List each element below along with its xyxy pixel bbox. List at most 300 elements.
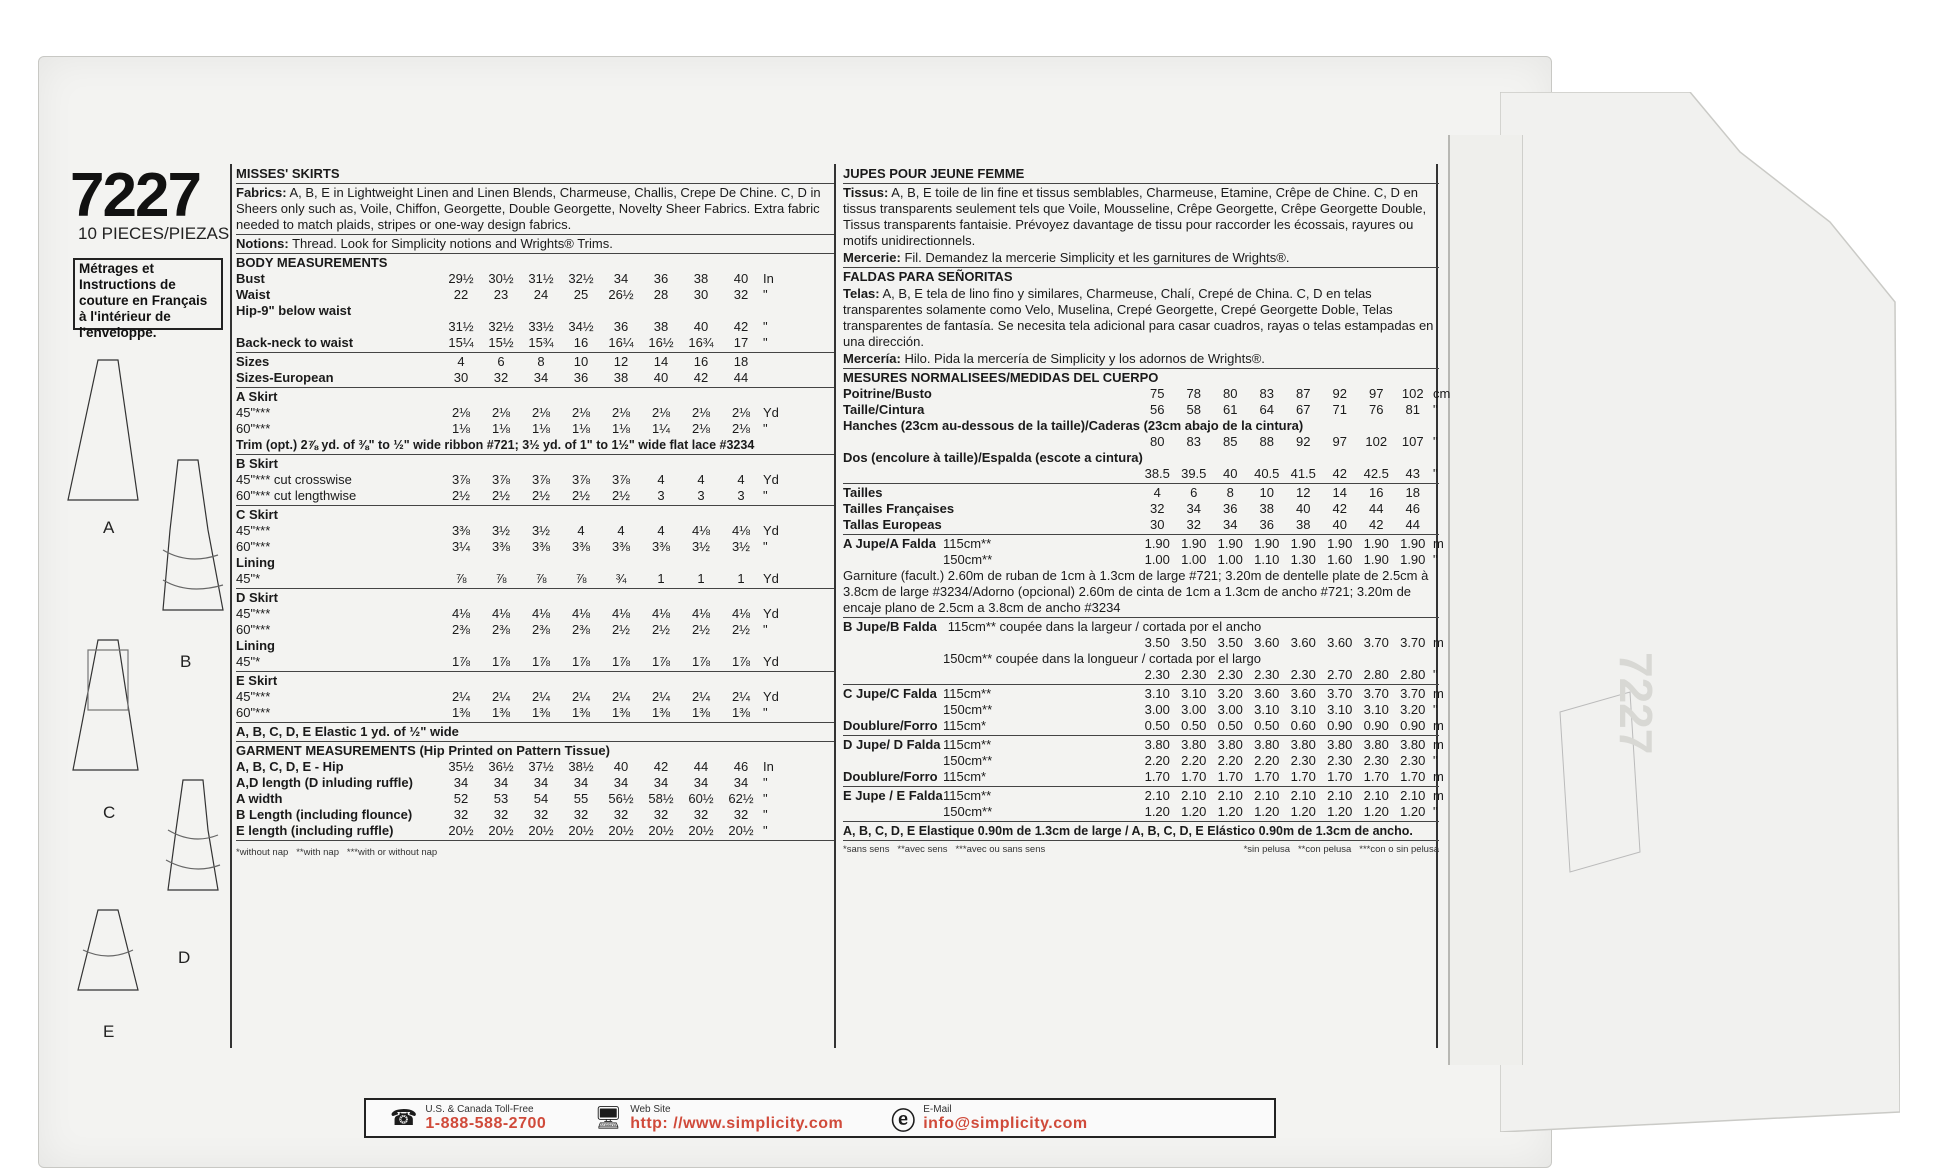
row-value: 83 bbox=[1186, 434, 1201, 449]
row-unit: " bbox=[1433, 667, 1438, 682]
row-value: 0.50 bbox=[1217, 718, 1243, 733]
row-value: 3.00 bbox=[1217, 702, 1243, 717]
view-d-sketch bbox=[168, 780, 218, 890]
row-value: 3.80 bbox=[1363, 737, 1389, 752]
row-value: 10 bbox=[573, 354, 589, 369]
row-value: 3.80 bbox=[1217, 737, 1243, 752]
row-value: 2.30 bbox=[1254, 667, 1280, 682]
row-value: 1 bbox=[737, 571, 745, 586]
garment-hip-row bbox=[236, 759, 834, 775]
row-value: 2½ bbox=[531, 488, 551, 503]
row-value: 32 bbox=[493, 807, 509, 822]
row-label: 45"*** cut crosswise bbox=[236, 472, 352, 487]
row-value: 2¼ bbox=[731, 689, 751, 704]
row-value: 1.20 bbox=[1144, 804, 1170, 819]
telas-text: Telas: A, B, E tela de lino fino y similares, Charmeuse, Chalí, Crepé de China. C, D en telas transparentes solamente como Velo, Muselina, Crepé Georgette, Crepé Georgette Doble, Telas transparentes de fantasía. Se necesita tela adicional para casar cuadros, rayas o telas estampadas en una dirección. bbox=[843, 286, 1434, 349]
row-value: 97 bbox=[1369, 386, 1384, 401]
row-value: 3.70 bbox=[1327, 686, 1353, 701]
row-value: 61 bbox=[1223, 402, 1238, 417]
hanches-label: Hanches (23cm au-dessous de la taille)/Caderas (23cm abajo de la cintura) bbox=[843, 418, 1304, 433]
row-value: 24 bbox=[533, 287, 549, 302]
row-value: 32 bbox=[613, 807, 629, 822]
row-unit: m bbox=[1433, 686, 1444, 701]
row-value: 44 bbox=[1369, 501, 1384, 516]
e-skirt-45-row bbox=[236, 689, 834, 705]
row-unit: " bbox=[763, 539, 768, 554]
row-value: 3.10 bbox=[1181, 686, 1207, 701]
row-value: 1⅞ bbox=[691, 654, 711, 669]
row-value: 2.30 bbox=[1290, 667, 1316, 682]
row-value: 76 bbox=[1369, 402, 1384, 417]
row-value: 3.60 bbox=[1327, 635, 1353, 650]
row-value: 41.5 bbox=[1290, 466, 1316, 481]
row-value: 16 bbox=[573, 335, 589, 350]
row-value: 2¼ bbox=[451, 689, 471, 704]
row-value: 16 bbox=[1369, 485, 1384, 500]
row-unit: m bbox=[1433, 536, 1444, 551]
spanish-footnote: *sin pelusa **con pelusa ***con o sin pelusa bbox=[1243, 844, 1439, 855]
row-value: 2¼ bbox=[571, 689, 591, 704]
row-value: 40 bbox=[1223, 466, 1238, 481]
row-value: 102 bbox=[1365, 434, 1388, 449]
row-value: 2.30 bbox=[1363, 753, 1389, 768]
row-value: 39.5 bbox=[1181, 466, 1207, 481]
row-value: 62½ bbox=[728, 791, 754, 806]
row-value: 16¾ bbox=[688, 335, 714, 350]
b-jupe-line: B Jupe/B Falda 115cm** coupée dans la largeur / cortada por el ancho bbox=[843, 619, 1262, 634]
row-value: 33½ bbox=[528, 319, 554, 334]
e-skirt-60-row bbox=[236, 705, 834, 721]
row-value: 1.90 bbox=[1400, 552, 1426, 567]
row-value: 3.20 bbox=[1217, 686, 1243, 701]
row-value: 23 bbox=[493, 287, 509, 302]
row-unit: " bbox=[1433, 552, 1438, 567]
row-value: 38.5 bbox=[1144, 466, 1170, 481]
view-sketches bbox=[58, 350, 238, 1050]
row-value: 1.70 bbox=[1217, 769, 1243, 784]
row-value: 1⅜ bbox=[731, 705, 751, 720]
row-unit: Yd bbox=[763, 523, 779, 538]
row-value: 4⅛ bbox=[451, 606, 471, 621]
row-value: 1⅞ bbox=[451, 654, 471, 669]
row-value: 1.90 bbox=[1254, 536, 1280, 551]
row-value: 34 bbox=[733, 775, 749, 790]
row-value: 3.70 bbox=[1363, 635, 1389, 650]
row-label: Tailles Françaises bbox=[843, 501, 955, 516]
row-value: 2.10 bbox=[1363, 788, 1389, 803]
row-unit: m bbox=[1433, 737, 1444, 752]
row-value: ¾ bbox=[615, 571, 627, 586]
row-value: 1¼ bbox=[651, 421, 671, 436]
hip-row bbox=[236, 319, 834, 335]
row-value: 0.90 bbox=[1363, 718, 1389, 733]
row-value: 58 bbox=[1186, 402, 1201, 417]
elastique-text: A, B, C, D, E Elastique 0.90m de 1.3cm de large / A, B, C, D, E Elástico 0.90m de 1.3cm de ancho. bbox=[843, 824, 1413, 838]
row-value: 42 bbox=[1369, 517, 1384, 532]
c-skirt-heading: C Skirt bbox=[236, 507, 278, 522]
row-value: 2⅛ bbox=[731, 421, 751, 436]
row-value: 36 bbox=[653, 271, 669, 286]
row-value: 20½ bbox=[648, 823, 674, 838]
row-label: A,D length (D inluding ruffle) bbox=[236, 775, 413, 790]
row-value: 4 bbox=[697, 472, 705, 487]
row-value: 2½ bbox=[571, 488, 591, 503]
row-value: 1.10 bbox=[1254, 552, 1280, 567]
row-unit: m bbox=[1433, 718, 1444, 733]
row-value: 32 bbox=[653, 807, 669, 822]
row-value: 2⅛ bbox=[651, 405, 671, 420]
row-unit: " bbox=[763, 335, 768, 350]
row-value: 4⅛ bbox=[651, 606, 671, 621]
row-value: 44 bbox=[693, 759, 709, 774]
row-value: 1.90 bbox=[1363, 536, 1389, 551]
row-value: 34 bbox=[693, 775, 709, 790]
row-value: 92 bbox=[1332, 386, 1347, 401]
row-value: 1⅜ bbox=[691, 705, 711, 720]
d-jupe-150-row bbox=[843, 753, 1439, 769]
row-unit: " bbox=[1433, 702, 1438, 717]
row-value: 42.5 bbox=[1363, 466, 1389, 481]
row-value: 40 bbox=[653, 370, 669, 385]
row-value: 34 bbox=[533, 370, 549, 385]
row-value: 3.00 bbox=[1144, 702, 1170, 717]
row-value: 42 bbox=[1332, 466, 1347, 481]
elastic-text: A, B, C, D, E Elastic 1 yd. of ½" wide bbox=[236, 724, 459, 739]
row-value: 26½ bbox=[608, 287, 634, 302]
row-label: 60"*** cut lengthwise bbox=[236, 488, 357, 503]
row-label: Back-neck to waist bbox=[236, 335, 354, 350]
row-value: 1⅜ bbox=[651, 705, 671, 720]
row-value: 4⅛ bbox=[491, 606, 511, 621]
row-value: 12 bbox=[613, 354, 629, 369]
computer-icon: 🖥 bbox=[594, 1105, 623, 1130]
row-value: 1.70 bbox=[1144, 769, 1170, 784]
row-value: 32 bbox=[453, 807, 469, 822]
row-value: 30½ bbox=[488, 271, 514, 286]
row-value: 40 bbox=[693, 319, 709, 334]
row-value: 67 bbox=[1296, 402, 1311, 417]
garment-e-length-row bbox=[236, 823, 834, 839]
waist-row bbox=[236, 287, 834, 303]
row-unit: " bbox=[763, 705, 768, 720]
row-unit: " bbox=[763, 823, 768, 838]
row-value: 3½ bbox=[691, 539, 711, 554]
row-value: 1.30 bbox=[1290, 552, 1316, 567]
row-value: 8 bbox=[1226, 485, 1234, 500]
french-instructions-note: Métrages et Instructions de couture en Français à l'intérieur de l'enveloppe. bbox=[73, 258, 223, 330]
row-label: 45"* bbox=[236, 654, 261, 669]
row-value: 3½ bbox=[531, 523, 551, 538]
garniture-text: Garniture (facult.) 2.60m de ruban de 1cm à 1.3cm de large #721; 3.20m de dentelle plate de 2.5cm à 3.8cm de large #3234/Adorno (opcional) 2.60m de cinta de 1cm a 1.3cm de ancho #721; 3.20m de encaje plano de 2.5cm a 3.8cm de ancho #3234 bbox=[843, 568, 1429, 615]
row-value: 3 bbox=[697, 488, 705, 503]
b-jupe-115-row bbox=[843, 635, 1444, 651]
row-value: 2.10 bbox=[1327, 788, 1353, 803]
a-skirt-heading: A Skirt bbox=[236, 389, 278, 404]
hip-label: Hip-9" below waist bbox=[236, 303, 352, 318]
french-footnote: *sans sens **avec sens ***avec ou sans sens bbox=[843, 844, 1046, 855]
row-value: 97 bbox=[1332, 434, 1347, 449]
row-value: 1⅛ bbox=[491, 421, 511, 436]
row-value: 32 bbox=[693, 807, 709, 822]
row-value: 1.20 bbox=[1327, 804, 1353, 819]
row-value: 8 bbox=[537, 354, 545, 369]
row-label: B Length (including flounce) bbox=[236, 807, 413, 822]
row-value: 2½ bbox=[491, 488, 511, 503]
row-value: 36 bbox=[573, 370, 589, 385]
row-value: 52 bbox=[453, 791, 469, 806]
row-value: 2.10 bbox=[1144, 788, 1170, 803]
row-value: 34 bbox=[533, 775, 549, 790]
d-skirt-heading: D Skirt bbox=[236, 590, 278, 605]
english-column bbox=[236, 166, 834, 861]
row-value: 14 bbox=[1332, 485, 1347, 500]
row-unit: " bbox=[763, 319, 768, 334]
row-value: 3⅞ bbox=[451, 472, 471, 487]
row-label: 60"*** bbox=[236, 421, 271, 436]
phone-number[interactable]: 1-888-588-2700 bbox=[425, 1114, 547, 1132]
mercerie-text: Mercerie: Fil. Demandez la mercerie Simplicity et les garnitures de Wrights®. bbox=[843, 250, 1290, 265]
row-value: 34 bbox=[1186, 501, 1201, 516]
english-title: MISSES' SKIRTS bbox=[236, 166, 340, 181]
row-value: 2.20 bbox=[1254, 753, 1280, 768]
row-value: 1⅞ bbox=[491, 654, 511, 669]
row-label: Bust bbox=[236, 271, 265, 286]
view-label-a: A bbox=[103, 518, 115, 537]
row-value: 3.50 bbox=[1144, 635, 1170, 650]
row-value: 4 bbox=[657, 523, 665, 538]
row-value: 34 bbox=[653, 775, 669, 790]
row-label: 45"*** bbox=[236, 606, 271, 621]
row-label: Tailles bbox=[843, 485, 883, 500]
row-value: 25 bbox=[573, 287, 589, 302]
row-value: 16 bbox=[693, 354, 709, 369]
row-value: 1.20 bbox=[1290, 804, 1316, 819]
row-value: 3.80 bbox=[1400, 737, 1426, 752]
row-unit: Yd bbox=[763, 689, 779, 704]
row-value: 42 bbox=[653, 759, 669, 774]
row-value: 0.90 bbox=[1400, 718, 1426, 733]
row-value: 42 bbox=[733, 319, 749, 334]
row-value: 4⅛ bbox=[731, 523, 751, 538]
row-label: Poitrine/Busto bbox=[843, 386, 932, 401]
row-value: 1⅜ bbox=[451, 705, 471, 720]
row-value: 22 bbox=[453, 287, 469, 302]
row-value: 80 bbox=[1223, 386, 1238, 401]
row-label: Sizes bbox=[236, 354, 270, 369]
row-value: 1.70 bbox=[1181, 769, 1207, 784]
row-label: 150cm** bbox=[943, 702, 993, 717]
row-value: 46 bbox=[1405, 501, 1420, 516]
row-value: 2⅛ bbox=[691, 405, 711, 420]
row-value: 1⅞ bbox=[571, 654, 591, 669]
row-value: 34 bbox=[613, 271, 629, 286]
row-unit: Yd bbox=[763, 606, 779, 621]
c-lining-heading: Lining bbox=[236, 555, 275, 570]
row-value: 92 bbox=[1296, 434, 1311, 449]
row-value: 6 bbox=[497, 354, 505, 369]
row-value: 3⅞ bbox=[611, 472, 631, 487]
row-unit: m bbox=[1433, 635, 1444, 650]
row-value: 36 bbox=[1259, 517, 1274, 532]
row-value: 3.50 bbox=[1217, 635, 1243, 650]
row-value: 1.90 bbox=[1290, 536, 1316, 551]
row-unit: m bbox=[1433, 769, 1444, 784]
row-label: 115cm* bbox=[943, 769, 987, 784]
row-value: 2⅛ bbox=[691, 421, 711, 436]
row-value: 1⅛ bbox=[531, 421, 551, 436]
website-link[interactable]: http: //www.simplicity.com bbox=[630, 1114, 844, 1132]
row-value: 3.60 bbox=[1254, 686, 1280, 701]
row-unit: In bbox=[763, 271, 774, 286]
row-value: 2⅛ bbox=[571, 405, 591, 420]
view-label-e: E bbox=[103, 1022, 115, 1041]
row-value: 40 bbox=[1332, 517, 1347, 532]
e-jupe-115-row bbox=[843, 788, 1444, 804]
row-unit: cm bbox=[1433, 386, 1451, 401]
d-doublure-row bbox=[843, 769, 1444, 785]
row-value: 3.70 bbox=[1400, 686, 1426, 701]
a-skirt-60-row bbox=[236, 421, 834, 437]
row-value: 12 bbox=[1296, 485, 1311, 500]
row-value: 3.60 bbox=[1290, 635, 1316, 650]
row-unit: Yd bbox=[763, 571, 779, 586]
row-value: 34 bbox=[1223, 517, 1238, 532]
garment-ad-length-row bbox=[236, 775, 834, 791]
row-value: 3.10 bbox=[1327, 702, 1353, 717]
row-value: 20½ bbox=[568, 823, 594, 838]
row-label: 150cm** bbox=[943, 753, 993, 768]
row-value: 32 bbox=[1186, 517, 1201, 532]
row-value: 83 bbox=[1259, 386, 1274, 401]
row-label: A width bbox=[236, 791, 283, 806]
row-value: 1.70 bbox=[1290, 769, 1316, 784]
row-value: 1⅛ bbox=[571, 421, 591, 436]
row-value: 32 bbox=[573, 807, 589, 822]
row-value: 6 bbox=[1190, 485, 1198, 500]
row-value: 2⅛ bbox=[491, 405, 511, 420]
row-value: 2¼ bbox=[611, 689, 631, 704]
row-unit: " bbox=[763, 421, 768, 436]
row-value: 2⅜ bbox=[491, 622, 511, 637]
row-label: A, B, C, D, E - Hip bbox=[236, 759, 344, 774]
row-value: 32 bbox=[533, 807, 549, 822]
row-heading: Doublure/Forro bbox=[843, 769, 938, 784]
row-value: 1.20 bbox=[1363, 804, 1389, 819]
email-icon: ⓔ bbox=[891, 1107, 916, 1135]
row-value: 38 bbox=[613, 370, 629, 385]
row-value: 88 bbox=[1259, 434, 1274, 449]
phone-caption: U.S. & Canada Toll-Free bbox=[425, 1103, 534, 1115]
row-value: 32 bbox=[1150, 501, 1165, 516]
spanish-title: FALDAS PARA SEÑORITAS bbox=[843, 269, 1013, 284]
row-value: 18 bbox=[733, 354, 749, 369]
web-caption: Web Site bbox=[630, 1103, 671, 1115]
row-label: 45"* bbox=[236, 571, 261, 586]
row-value: 102 bbox=[1401, 386, 1424, 401]
row-value: 2.10 bbox=[1181, 788, 1207, 803]
row-value: 34½ bbox=[568, 319, 594, 334]
row-heading: A Jupe/A Falda bbox=[843, 536, 936, 551]
row-value: 17 bbox=[733, 335, 749, 350]
row-value: 56 bbox=[1150, 402, 1165, 417]
row-value: 34 bbox=[613, 775, 629, 790]
row-value: 32½ bbox=[488, 319, 514, 334]
row-value: 1.70 bbox=[1327, 769, 1353, 784]
row-value: 2.30 bbox=[1290, 753, 1316, 768]
row-value: 2.20 bbox=[1181, 753, 1207, 768]
row-value: 14 bbox=[653, 354, 669, 369]
row-unit: " bbox=[763, 791, 768, 806]
row-unit: " bbox=[763, 622, 768, 637]
view-label-c: C bbox=[103, 803, 116, 822]
view-label-b: B bbox=[180, 652, 192, 671]
d-skirt-60-row bbox=[236, 622, 834, 638]
row-unit: " bbox=[1433, 753, 1438, 768]
row-value: 1.20 bbox=[1400, 804, 1426, 819]
row-value: 2.10 bbox=[1400, 788, 1426, 803]
row-value: 1⅜ bbox=[571, 705, 591, 720]
row-value: 46 bbox=[733, 759, 749, 774]
c-jupe-150-row bbox=[843, 702, 1439, 718]
row-label: 115cm** bbox=[943, 686, 992, 701]
row-label: 150cm** bbox=[943, 804, 993, 819]
row-value: 18 bbox=[1405, 485, 1420, 500]
row-value: 3⅜ bbox=[651, 539, 671, 554]
row-value: 3.10 bbox=[1254, 702, 1280, 717]
row-value: 1⅞ bbox=[611, 654, 631, 669]
row-value: 30 bbox=[453, 370, 469, 385]
garment-a-width-row bbox=[236, 791, 834, 807]
row-unit: In bbox=[763, 759, 774, 774]
row-value: 35½ bbox=[448, 759, 474, 774]
c-doublure-row bbox=[843, 718, 1444, 734]
c-skirt-45-row bbox=[236, 523, 834, 539]
row-value: 0.50 bbox=[1181, 718, 1207, 733]
email-link[interactable]: info@simplicity.com bbox=[923, 1114, 1088, 1132]
row-value: 3.10 bbox=[1363, 702, 1389, 717]
row-value: 15¾ bbox=[528, 335, 554, 350]
row-label: E length (including ruffle) bbox=[236, 823, 394, 838]
row-value: 2¼ bbox=[531, 689, 551, 704]
row-value: 2.30 bbox=[1217, 667, 1243, 682]
taille-row bbox=[843, 402, 1439, 418]
row-value: 2⅜ bbox=[451, 622, 471, 637]
row-value: 3.80 bbox=[1254, 737, 1280, 752]
row-value: 20½ bbox=[528, 823, 554, 838]
row-value: 54 bbox=[533, 791, 549, 806]
row-value: 4⅛ bbox=[731, 606, 751, 621]
envelope-flap bbox=[1500, 92, 1900, 1132]
row-value: 1⅜ bbox=[491, 705, 511, 720]
row-value: 40 bbox=[613, 759, 629, 774]
row-value: 78 bbox=[1186, 386, 1201, 401]
row-value: 1.00 bbox=[1181, 552, 1207, 567]
flap-number: 7227 bbox=[1610, 652, 1662, 755]
row-value: 1.90 bbox=[1217, 536, 1243, 551]
row-value: 32 bbox=[733, 287, 749, 302]
row-value: 36 bbox=[613, 319, 629, 334]
row-value: 20½ bbox=[488, 823, 514, 838]
row-value: 53 bbox=[493, 791, 509, 806]
row-unit: Yd bbox=[763, 654, 779, 669]
d-skirt-45-row bbox=[236, 606, 834, 622]
row-value: 1.00 bbox=[1144, 552, 1170, 567]
row-value: 3.70 bbox=[1363, 686, 1389, 701]
row-unit: " bbox=[763, 775, 768, 790]
row-value: 4⅛ bbox=[571, 606, 591, 621]
trim-text: Trim (opt.) 2⅞ yd. of ⅜" to ½" wide ribbon #721; 3½ yd. of 1" to 1½" wide flat lace #3234 bbox=[236, 438, 755, 452]
row-value: 3 bbox=[737, 488, 745, 503]
